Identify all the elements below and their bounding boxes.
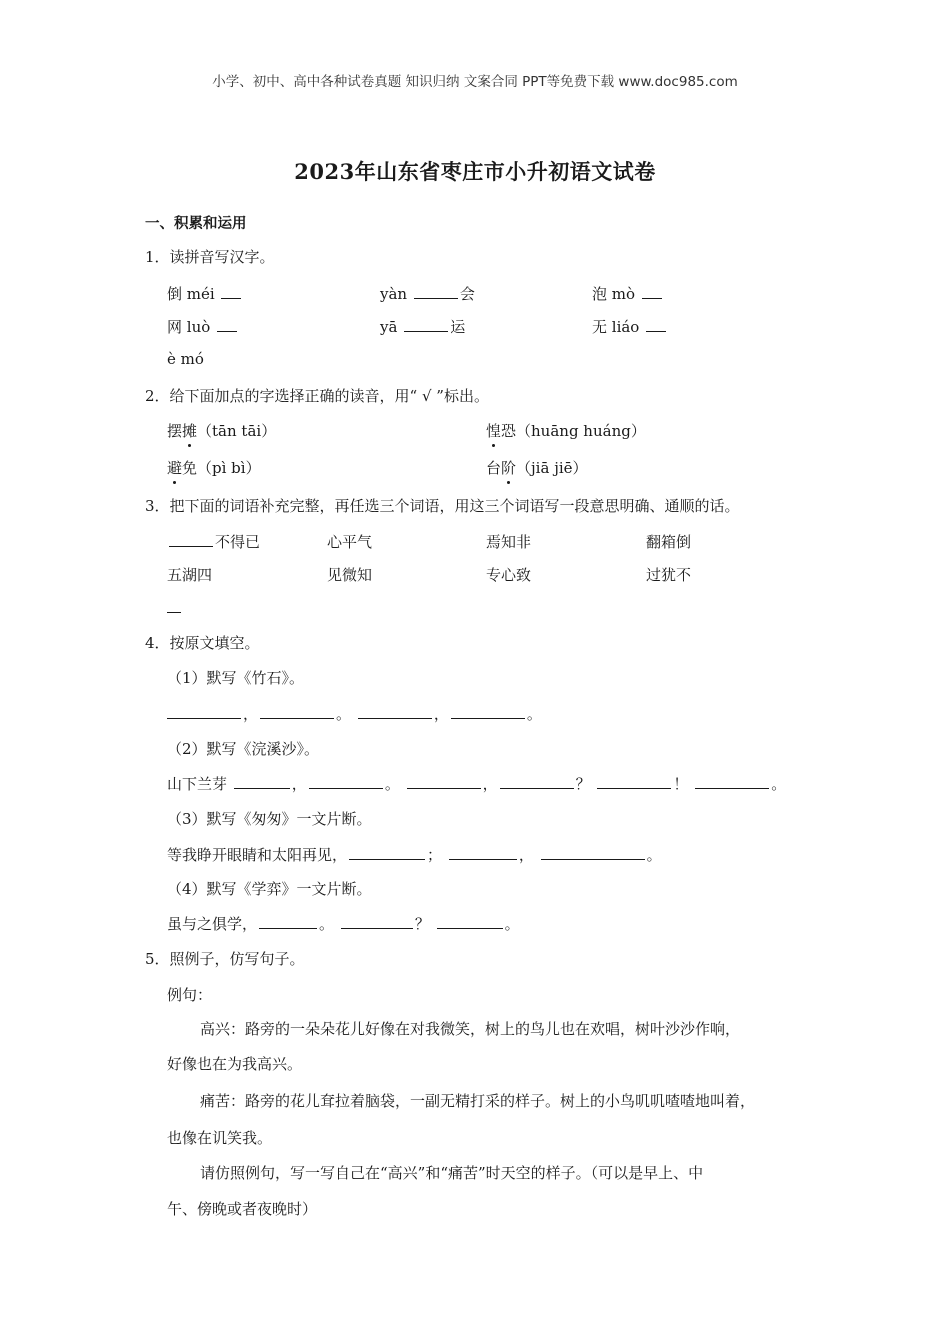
question-2-prompt: 2．给下面加点的字选择正确的读音，用“ √ ”标出。 <box>145 387 489 405</box>
answer-blank[interactable] <box>341 914 413 929</box>
q4-line-1: ， 。 ， 。 <box>167 703 542 724</box>
q2-item: 摆摊（tān tāi） <box>167 422 277 440</box>
example-happy: 高兴：路旁的一朵朵花儿好像在对我微笑，树上的鸟儿也在欢唱，树叶沙沙作响， <box>200 1020 741 1038</box>
q3-word: 五湖四 <box>167 566 213 584</box>
q3-word: 翻箱倒 <box>646 533 692 551</box>
q1-item: 倒 méi <box>167 283 243 304</box>
question-5-prompt: 5．照例子，仿写句子。 <box>145 950 305 968</box>
section-heading: 一、积累和运用 <box>145 215 247 232</box>
answer-blank[interactable] <box>167 704 241 719</box>
q4-line-3: 等我睁开眼睛和太阳再见， ； ， 。 <box>167 846 662 864</box>
q1-item: 泡 mò <box>592 283 664 304</box>
answer-blank[interactable] <box>437 914 503 929</box>
page-title: 2023年山东省枣庄市小升初语文试卷 <box>294 159 656 184</box>
q4-part-3: （3）默写《匆匆》一文片断。 <box>167 810 372 828</box>
q3-word: 过犹不 <box>646 566 692 584</box>
answer-blank[interactable] <box>234 774 290 789</box>
question-1-prompt: 1．读拼音写汉字。 <box>145 248 275 266</box>
task-instruction: 请仿照例句，写一写自己在“高兴”和“痛苦”时天空的样子。（可以是早上、中 <box>200 1164 704 1182</box>
task-instruction-cont: 午、傍晚或者夜晚时） <box>167 1200 318 1218</box>
answer-blank[interactable] <box>221 284 241 299</box>
q4-line-4: 虽与之俱学， 。 ？ 。 <box>167 915 520 933</box>
answer-blank[interactable] <box>407 774 481 789</box>
answer-blank[interactable] <box>541 845 645 860</box>
answer-blank[interactable] <box>646 317 666 332</box>
answer-blank[interactable] <box>695 774 769 789</box>
q3-word: 见微知 <box>327 566 373 584</box>
q3-word: 不得已 <box>167 531 260 552</box>
q2-item: 避免（pì bì） <box>167 459 261 477</box>
question-3-prompt: 3．把下面的词语补充完整，再任选三个词语，用这三个词语写一段意思明确、通顺的话。 <box>145 497 740 515</box>
q4-part-1: （1）默写《竹石》。 <box>167 669 305 687</box>
q1-item: yā 运 <box>380 318 466 336</box>
q1-item: 网 luò <box>167 316 239 337</box>
answer-blank[interactable] <box>404 317 448 332</box>
q3-word: 焉知非 <box>486 533 532 551</box>
answer-blank[interactable] <box>414 284 458 299</box>
answer-blank[interactable] <box>217 317 237 332</box>
q4-part-2: （2）默写《浣溪沙》。 <box>167 740 320 758</box>
q3-answer-line[interactable] <box>167 598 181 617</box>
site-header: 小学、初中、高中各种试卷真题 知识归纳 文案合同 PPT等免费下载 www.doc985.com <box>212 74 738 90</box>
q1-item: 无 liáo <box>592 316 668 337</box>
example-label: 例句： <box>167 986 213 1004</box>
q3-word: 专心致 <box>486 566 532 584</box>
q3-word: 心平气 <box>327 533 373 551</box>
answer-blank[interactable] <box>259 914 317 929</box>
q4-line-2: 山下兰芽 ， 。 ， ？ ！ 。 <box>167 775 787 793</box>
answer-blank[interactable] <box>597 774 671 789</box>
answer-blank[interactable] <box>349 845 425 860</box>
q2-item: 台阶（jiā jiē） <box>486 459 588 477</box>
example-happy-cont: 好像也在为我高兴。 <box>167 1055 303 1073</box>
answer-blank[interactable] <box>309 774 383 789</box>
answer-blank[interactable] <box>449 845 517 860</box>
answer-blank[interactable] <box>642 284 662 299</box>
answer-blank[interactable] <box>169 532 213 547</box>
answer-blank[interactable] <box>260 704 334 719</box>
q4-part-4: （4）默写《学弈》一文片断。 <box>167 880 372 898</box>
q2-item: 惶恐（huāng huáng） <box>486 422 646 440</box>
answer-blank[interactable] <box>358 704 432 719</box>
example-sad-cont: 也像在讥笑我。 <box>167 1129 273 1147</box>
q1-item: è mó <box>167 350 204 368</box>
q1-item: yàn 会 <box>380 285 475 303</box>
answer-blank[interactable] <box>500 774 574 789</box>
example-sad: 痛苦：路旁的花儿耷拉着脑袋，一副无精打采的样子。树上的小鸟叽叽喳喳地叫着， <box>200 1092 756 1110</box>
question-4-prompt: 4．按原文填空。 <box>145 634 260 652</box>
answer-blank[interactable] <box>451 704 525 719</box>
